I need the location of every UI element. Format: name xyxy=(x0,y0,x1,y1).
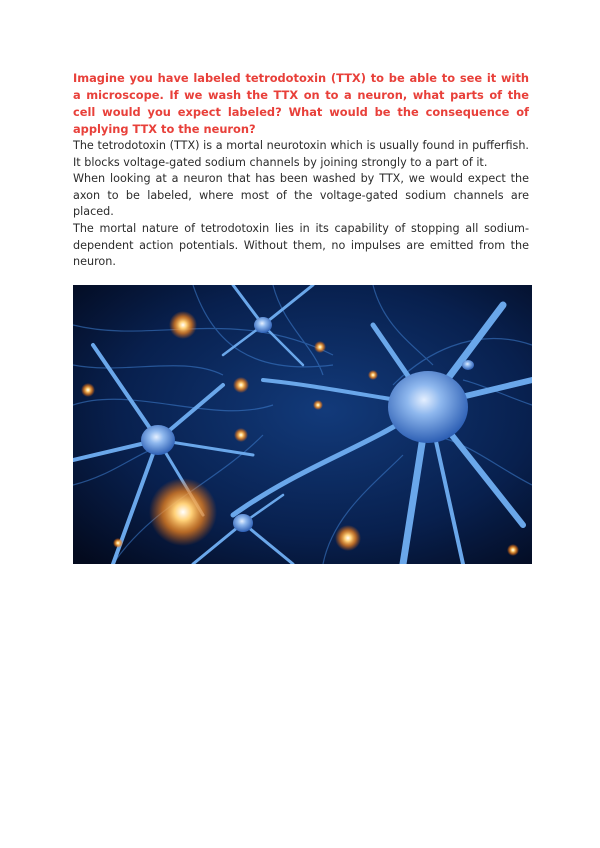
neuron-illustration xyxy=(73,285,532,564)
paragraph-1: The tetrodotoxin (TTX) is a mortal neurotoxin which is usually found in pufferfish. It blocks voltage-gated sodium channels by joining strongly to a part of it. xyxy=(73,139,529,169)
text-body xyxy=(73,70,529,271)
question-heading: Imagine you have labeled tetrodotoxin (TTX) to be able to see it with a microscope. If we wash the TTX on to a neuron, what parts of the cell would you expect labeled? What would be the consequence of applying TTX to the neuron? xyxy=(73,71,529,136)
paragraph-2: When looking at a neuron that has been washed by TTX, we would expect the axon to be labeled, where most of the voltage-gated sodium channels are placed. xyxy=(73,172,529,219)
paragraph-3: The mortal nature of tetrodotoxin lies in its capability of stopping all sodium-dependent action potentials. Without them, no impulses are emitted from the neuron. xyxy=(73,221,529,269)
